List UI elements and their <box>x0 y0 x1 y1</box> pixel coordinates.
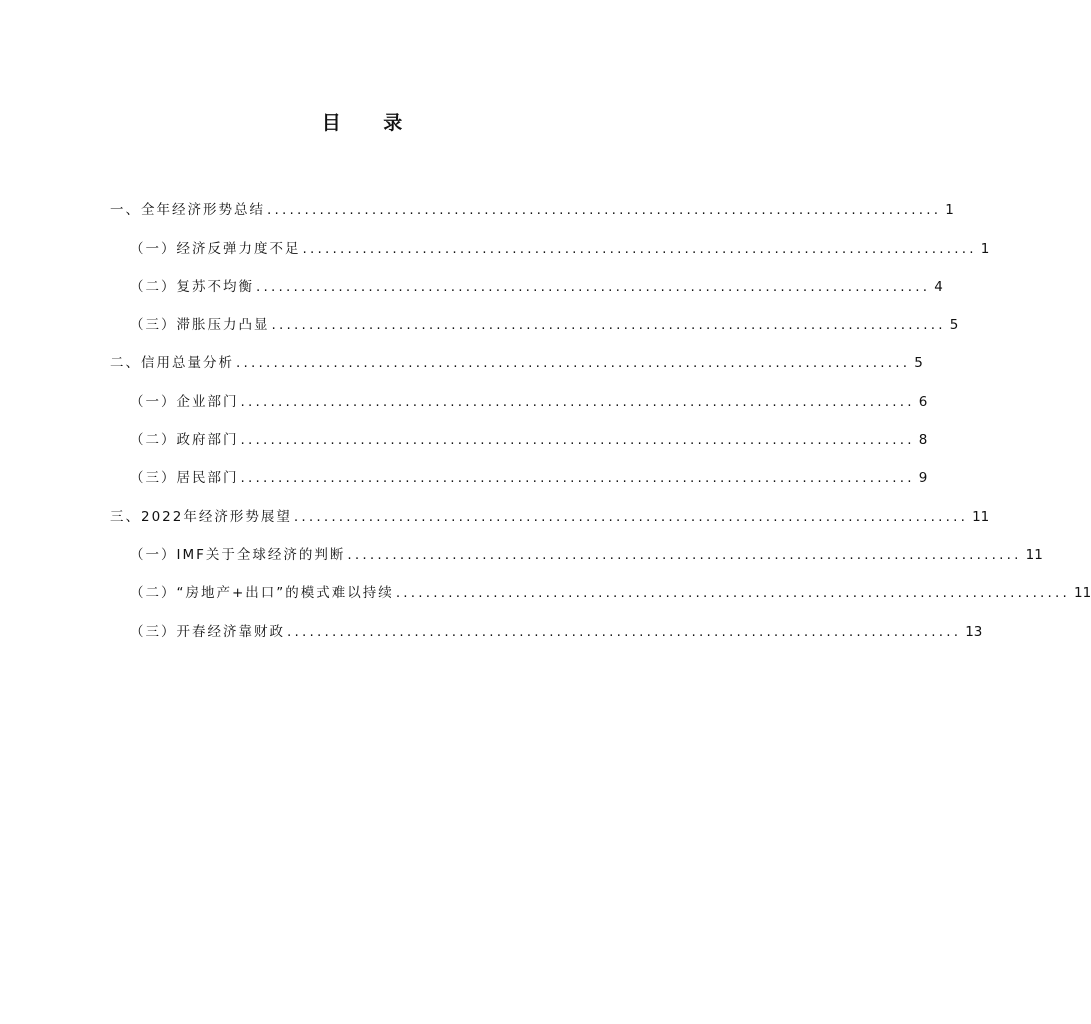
toc-entry-label: 二、信用总量分析 <box>110 355 234 372</box>
toc-entry[interactable] <box>110 297 959 335</box>
toc-leader-dots: .......................................................................................... <box>240 470 915 487</box>
toc-entry[interactable] <box>110 565 1091 603</box>
toc-page-number: 8 <box>918 432 928 449</box>
toc-leader-dots: .......................................................................................... <box>240 432 915 449</box>
toc-entry[interactable] <box>110 335 923 373</box>
toc-entry-label: 三、2022年经济形势展望 <box>110 508 292 525</box>
toc-entry[interactable] <box>110 259 943 297</box>
toc-leader-dots: .......................................................................................... <box>267 202 942 219</box>
toc-page-number: 5 <box>949 317 959 334</box>
toc-title: 目 录 <box>321 112 421 134</box>
toc-entry-label: （二）政府部门 <box>130 432 239 449</box>
toc-entry-label: （三）开春经济靠财政 <box>130 623 285 640</box>
toc-entry-label: （三）居民部门 <box>130 470 239 487</box>
toc-page-number: 9 <box>918 470 928 487</box>
toc-entry-label: （二）“房地产+出口”的模式难以持续 <box>130 585 394 602</box>
toc-entry-label: （一）经济反弹力度不足 <box>130 240 301 257</box>
toc-entry[interactable] <box>110 182 954 220</box>
toc-page-number: 13 <box>965 623 983 640</box>
toc-leader-dots: .......................................................................................... <box>395 585 1071 602</box>
toc-leader-dots: .......................................................................................... <box>287 623 962 640</box>
toc-entry-label: （三）滞胀压力凸显 <box>130 317 270 334</box>
toc-leader-dots: .......................................................................................... <box>236 355 911 372</box>
toc-leader-dots: .......................................................................................... <box>240 393 915 410</box>
toc-leader-dots: .......................................................................................... <box>293 508 969 525</box>
toc-page-number: 11 <box>1025 546 1043 563</box>
toc-entry-label: （一）IMF关于全球经济的判断 <box>130 546 346 563</box>
toc-entry[interactable] <box>110 488 990 526</box>
toc-page-number: 11 <box>1074 585 1091 602</box>
toc-entry-label: （一）企业部门 <box>130 393 239 410</box>
toc-page-number: 11 <box>972 508 990 525</box>
toc-leader-dots: .......................................................................................... <box>347 546 1022 563</box>
toc-entry[interactable] <box>110 603 983 641</box>
toc-entry[interactable] <box>110 527 1043 565</box>
toc-leader-dots: .......................................................................................... <box>302 240 977 257</box>
toc-page-number: 1 <box>945 202 954 219</box>
toc-entry[interactable] <box>110 450 928 488</box>
toc-page-number: 6 <box>918 393 928 410</box>
toc-page-number: 4 <box>934 278 943 295</box>
toc-leader-dots: .......................................................................................... <box>256 278 931 295</box>
toc-entry-label: （二）复苏不均衡 <box>130 278 254 295</box>
toc-entry[interactable] <box>110 412 928 450</box>
toc-page-number: 5 <box>914 355 923 372</box>
toc-page-number: 1 <box>980 240 990 257</box>
toc-entry[interactable] <box>110 220 990 258</box>
table-of-contents <box>110 182 1091 642</box>
toc-leader-dots: .......................................................................................... <box>271 317 946 334</box>
toc-entry[interactable] <box>110 373 928 411</box>
toc-entry-label: 一、全年经济形势总结 <box>110 202 265 219</box>
